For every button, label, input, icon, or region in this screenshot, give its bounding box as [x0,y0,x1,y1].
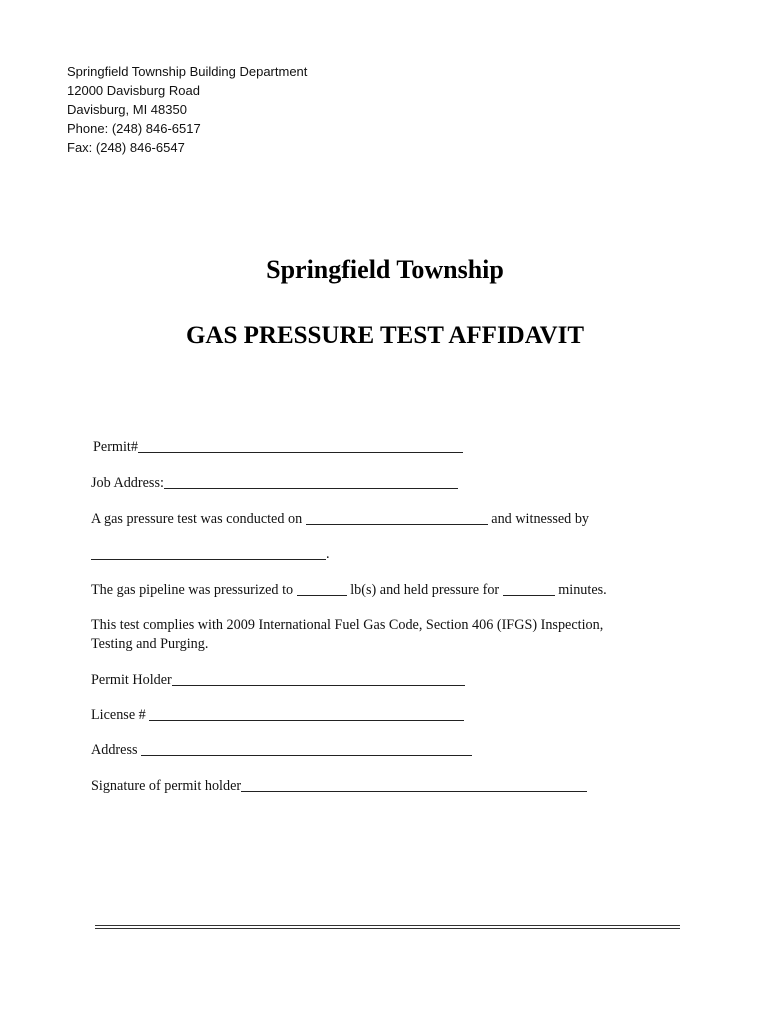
license-row [91,707,464,724]
test-date-field[interactable] [306,512,488,525]
permit-holder-field[interactable] [172,673,465,686]
witness-field[interactable] [91,547,326,560]
permit-row [93,439,463,456]
department-city: Davisburg, MI 48350 [67,102,187,117]
address-field[interactable] [141,743,472,756]
license-field[interactable] [149,708,464,721]
minutes-text: minutes. [558,582,607,598]
witness-period: . [326,546,330,562]
witnessed-by-text: and witnessed by [491,511,590,527]
document-subtitle: GAS PRESSURE TEST AFFIDAVIT [185,322,585,349]
signature-row [91,778,587,795]
license-label: License # [91,707,146,723]
signature-label: Signature of permit holder [91,778,242,794]
address-row [91,742,472,759]
department-name: Springfield Township Building Department [67,64,308,79]
pressure-row [91,582,607,599]
address-label: Address [91,742,138,758]
witness-row [91,546,330,563]
document-title: Springfield Township [266,255,504,284]
test-date-row [91,511,589,528]
test-conducted-text: A gas pressure test was conducted on [91,511,303,527]
permit-holder-label: Permit Holder [91,672,172,688]
pressurized-text: The gas pipeline was pressurized to [91,582,294,598]
job-address-label: Job Address: [91,475,164,491]
signature-field[interactable] [241,779,587,792]
permit-holder-row [91,672,465,689]
pressure-minutes-field[interactable] [503,583,555,596]
department-street: 12000 Davisburg Road [67,83,200,98]
department-header [67,62,307,157]
footer-divider [95,925,680,929]
department-phone: Phone: (248) 846-6517 [67,121,201,136]
department-fax: Fax: (248) 846-6547 [67,140,185,155]
permit-label: Permit# [93,439,138,455]
job-address-field[interactable] [164,476,458,489]
permit-field[interactable] [138,440,463,453]
pressure-lbs-field[interactable] [297,583,347,596]
compliance-line-1: This test complies with 2009 International Fuel Gas Code, Section 406 (IFGS) Inspection, [91,617,604,633]
compliance-line-2: Testing and Purging. [91,636,209,652]
held-pressure-text: lb(s) and held pressure for [350,582,500,598]
job-address-row [91,475,458,492]
